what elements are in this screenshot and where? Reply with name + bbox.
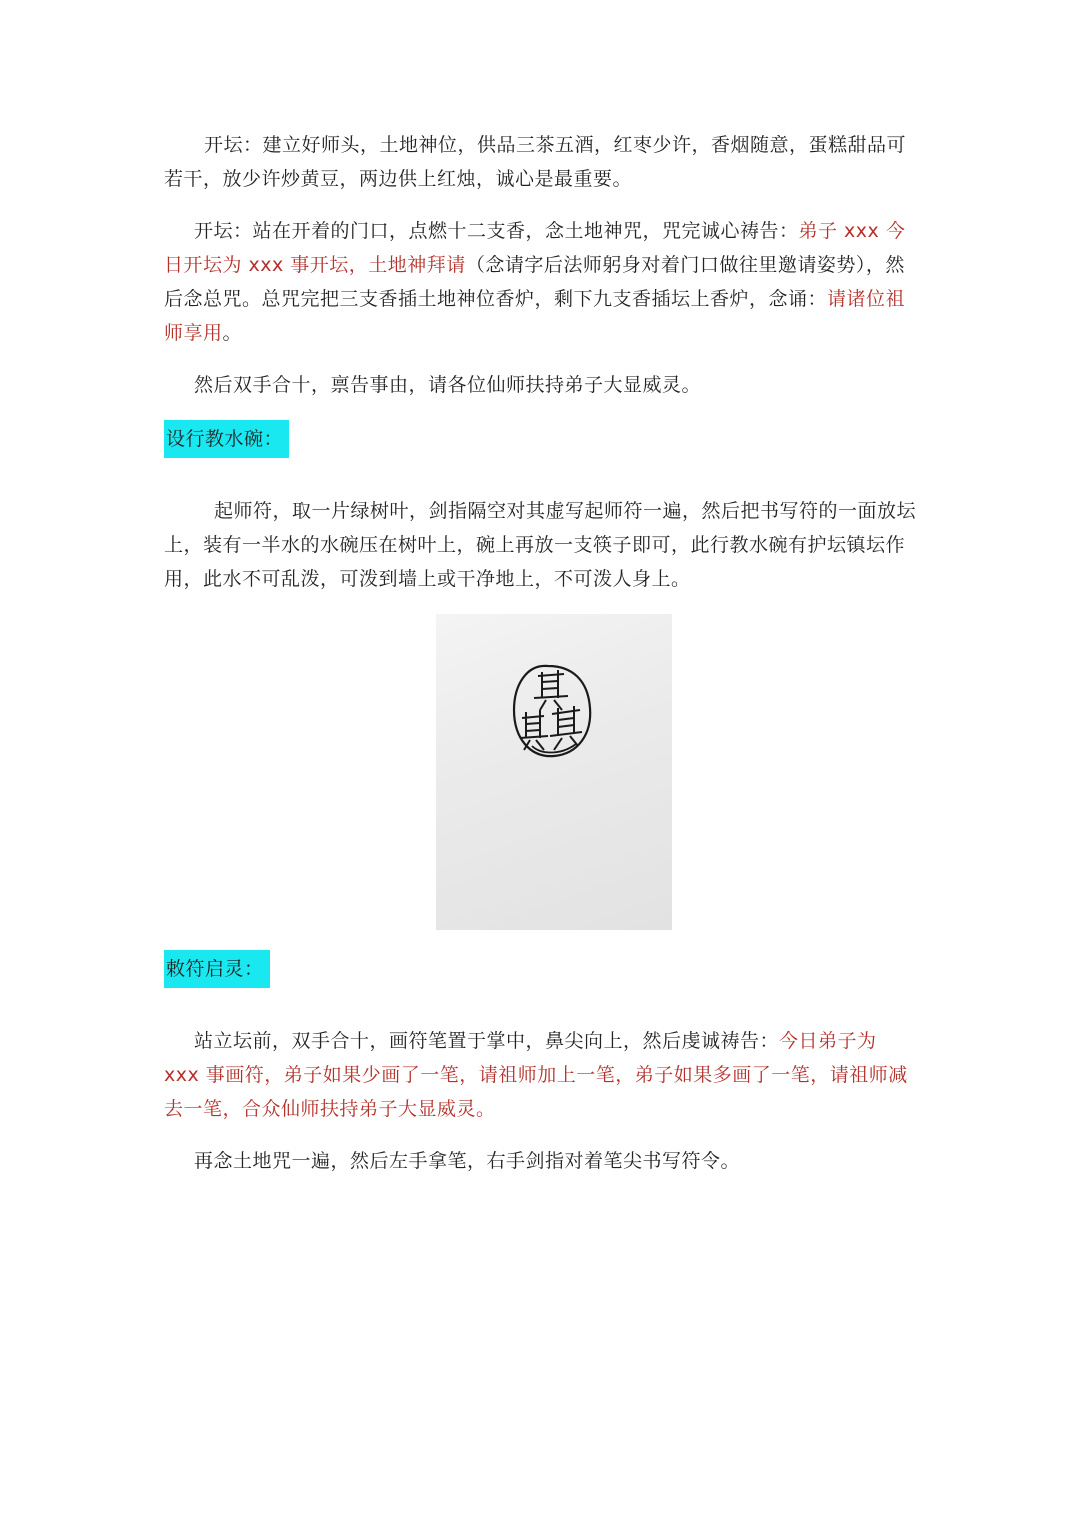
talisman-glyph-top	[534, 670, 568, 710]
heading-block-water-bowl	[164, 420, 916, 476]
document-content	[164, 128, 916, 1196]
paragraph-text: 开坛：站在开着的门口，点燃十二支香，念土地神咒，咒完诚心祷告：	[194, 220, 799, 242]
heading-block-activate-talisman	[164, 950, 916, 1006]
paragraph-water-bowl	[164, 494, 916, 596]
paragraph-final-step	[164, 1144, 916, 1178]
talisman-photo	[436, 614, 672, 930]
paragraph-activate-talisman	[164, 1024, 916, 1126]
paragraph-kaitan-ritual	[164, 214, 916, 350]
paragraph-text: 开坛：建立好师头，土地神位，供品三茶五酒，红枣少许，香烟随意，蛋糕甜品可若干，放少许炒黄豆，两边供上红烛，诚心是最重要。	[164, 134, 907, 190]
paragraph-kaitan-setup	[164, 128, 916, 196]
section-heading-activate-talisman: 敕符启灵：	[164, 950, 270, 988]
paragraph-text: 然后双手合十，禀告事由，请各位仙师扶持弟子大显威灵。	[194, 374, 702, 396]
paragraph-text: 站立坛前，双手合十，画符笔置于掌中，鼻尖向上，然后虔诚祷告：	[194, 1030, 780, 1052]
paragraph-hands-together	[164, 368, 916, 402]
prayer-text-red: 请诸位祖师享用	[164, 288, 906, 344]
paragraph-text: 起师符，取一片绿树叶，剑指隔空对其虚写起师符一遍，然后把书写符的一面放坛上，装有一半水的水碗压在树叶上，碗上再放一支筷子即可，此行教水碗有护坛镇坛作用，此水不可乱泼，可泼到墙上或干净地上，不可泼人身上。	[164, 500, 917, 590]
talisman-glyph-right	[550, 706, 582, 750]
talisman-drawing	[436, 614, 672, 930]
prayer-text-red: 弟子 xxx 今日开坛为 xxx 事开坛，土地神拜请	[164, 220, 906, 276]
prayer-text-red: 今日弟子为 xxx 事画符，弟子如果少画了一笔，请祖师加上一笔，弟子如果多画了一笔，请祖师减去一笔，合众仙师扶持弟子大显威灵。	[164, 1030, 908, 1120]
paragraph-text: 再念土地咒一遍，然后左手拿笔，右手剑指对着笔尖书写符令。	[194, 1150, 741, 1172]
section-heading-water-bowl: 设行教水碗：	[164, 420, 289, 458]
paragraph-text: （念请字后法师躬身对着门口做往里邀请姿势），然后念总咒。总咒完把三支香插土地神位香炉，剩下九支香插坛上香炉，念诵：	[164, 254, 905, 310]
paragraph-text: 。	[222, 322, 243, 344]
